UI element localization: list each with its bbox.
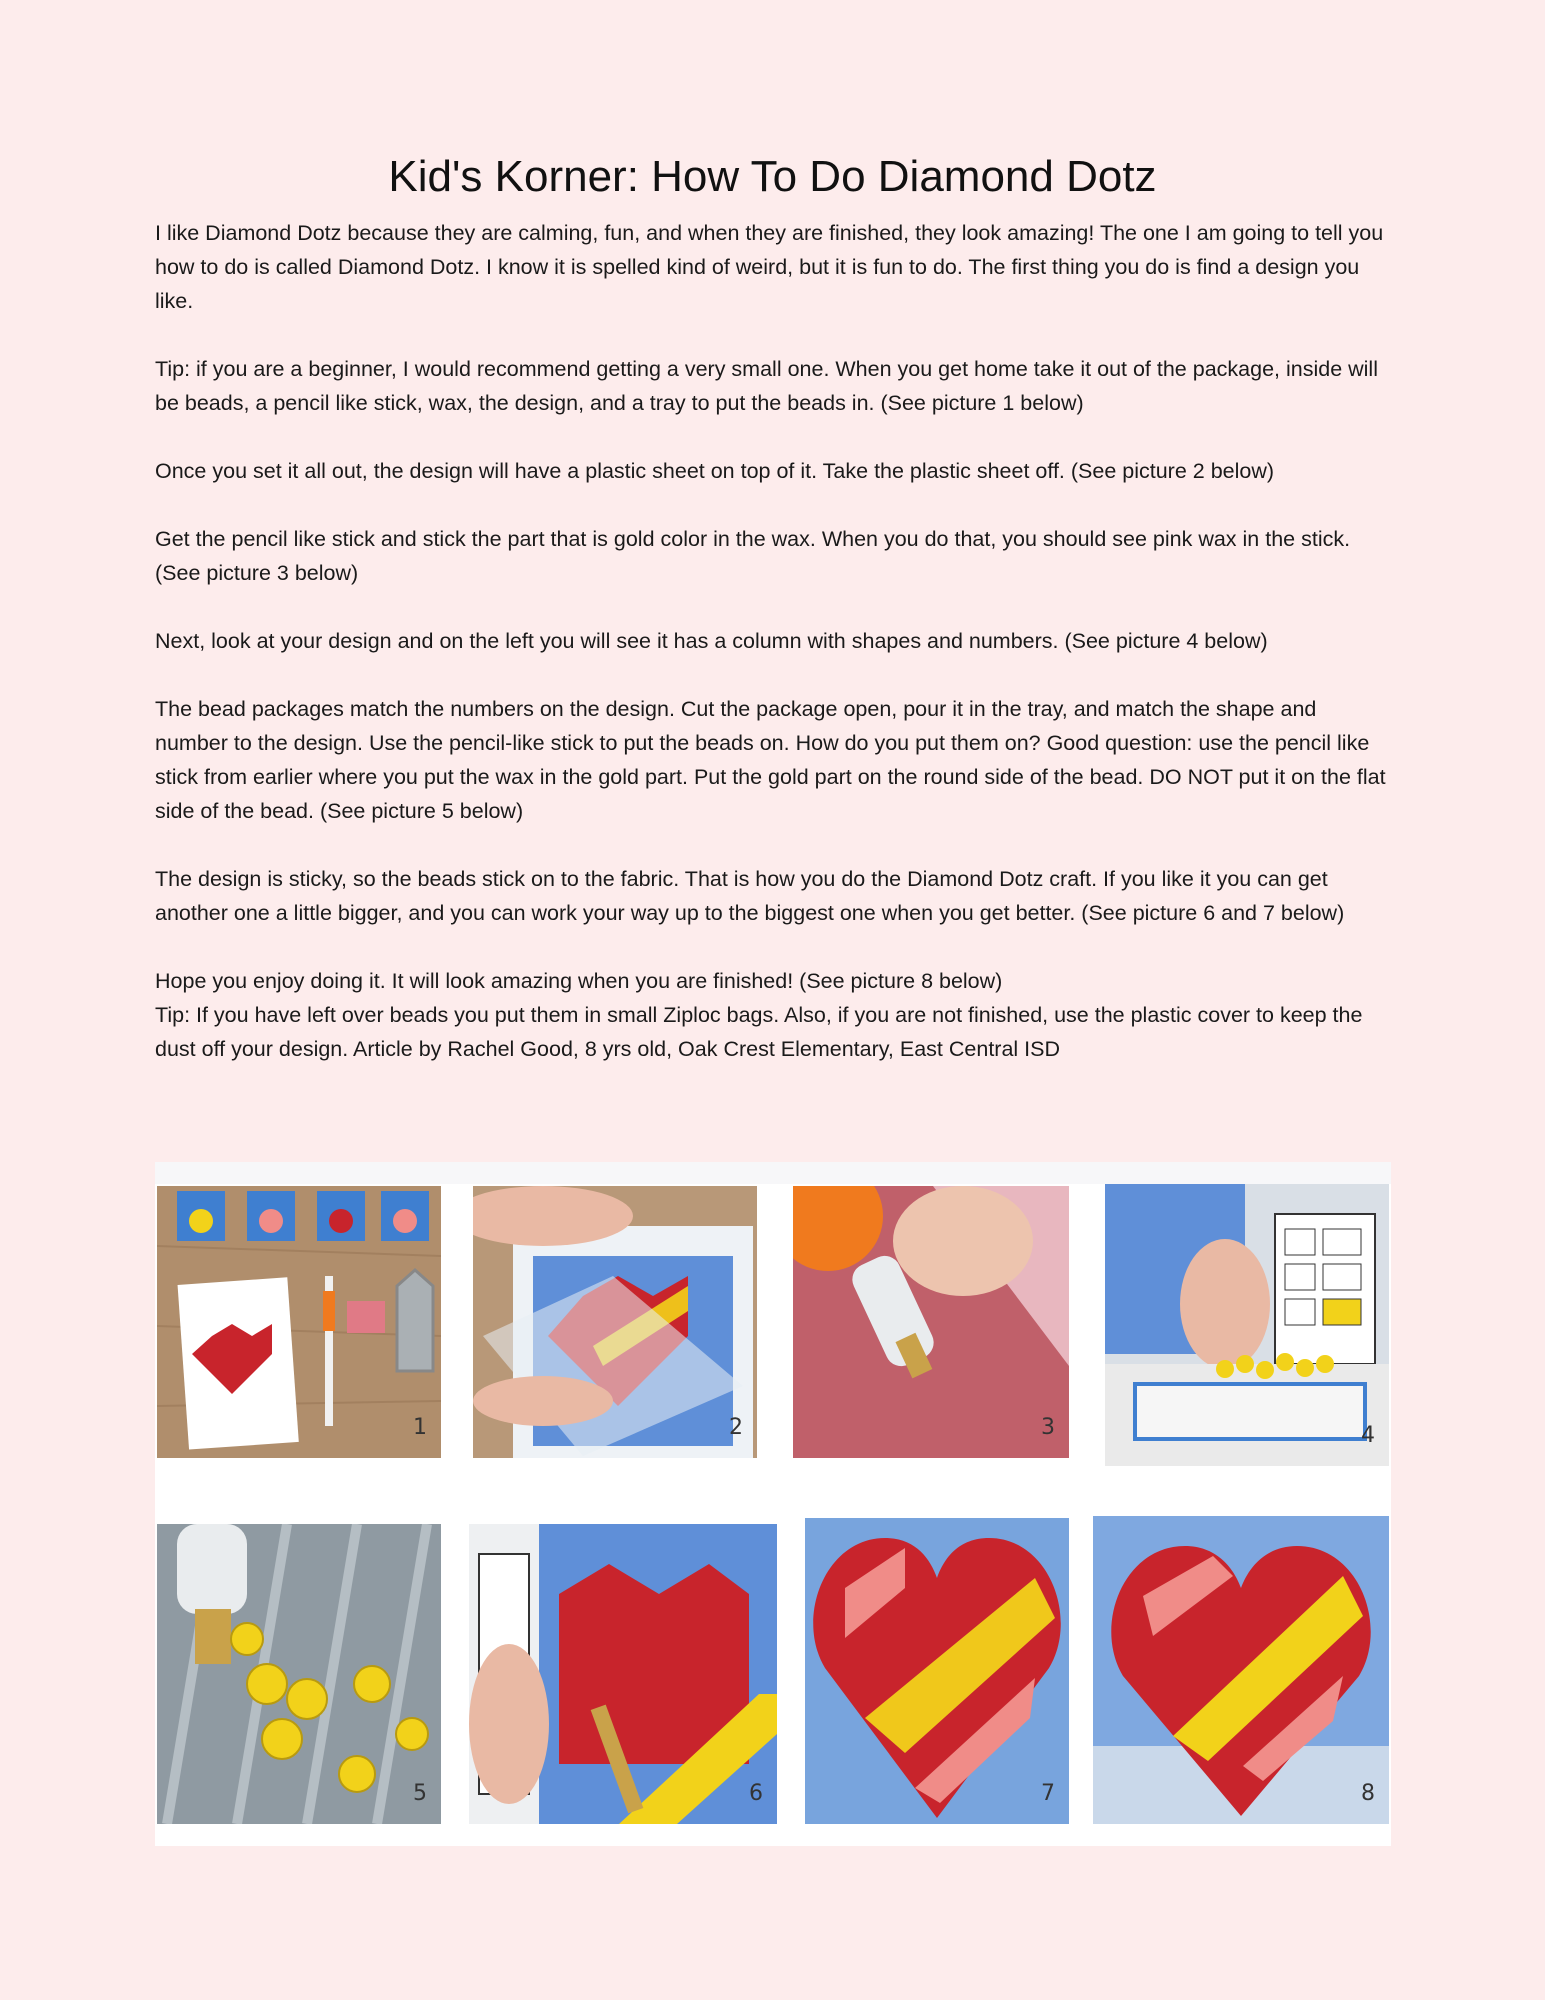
paragraph-sticky-design: The design is sticky, so the beads stick on to the fabric. That is how you do the Diamond Dotz craft. If you like it you can get another one a little bigger, and you can work your way up to the biggest one when you get better. (See picture 6 and 7 below) — [155, 867, 1345, 925]
paragraph-bead-packages: The bead packages match the numbers on the design. Cut the package open, pour it in the tray, and match the shape and number to the design. Use the pencil-like stick to put the beads on. How do you put them on? Good question: use the pencil like stick from earlier where you put the wax in the gold part. Put the gold part on the round side of the bead. DO NOT put it on the flat side of the bead. (See picture 5 below) — [155, 697, 1386, 823]
photo-4-image — [1105, 1184, 1389, 1466]
paragraph-enjoy: Hope you enjoy doing it. It will look amazing when you are finished! (See picture 8 below) — [155, 969, 1003, 993]
photo-7-image — [805, 1518, 1069, 1824]
paragraph-legend-column: Next, look at your design and on the left you will see it has a column with shapes and numbers. (See picture 4 below) — [155, 629, 1268, 653]
paragraph-intro: I like Diamond Dotz because they are calming, fun, and when they are finished, they look amazing! The one I am going to tell you how to do is called Diamond Dotz. I know it is spelled kind of weird, but it is fun to do. The first thing you do is find a design you like. — [155, 221, 1384, 313]
photo-8 — [1093, 1516, 1389, 1824]
photo-1-number: 1 — [413, 1415, 427, 1440]
photo-8-image — [1093, 1516, 1389, 1824]
photo-2-image — [473, 1186, 757, 1458]
photo-4 — [1105, 1184, 1389, 1466]
photo-gallery — [155, 1162, 1391, 1846]
gallery-top-bar — [155, 1162, 1391, 1184]
photo-3 — [793, 1186, 1069, 1458]
photo-1 — [157, 1186, 441, 1458]
photo-1-image — [157, 1186, 441, 1458]
photo-5-number: 5 — [413, 1781, 427, 1806]
paragraph-wax: Get the pencil like stick and stick the part that is gold color in the wax. When you do that, you should see pink wax in the stick. (See picture 3 below) — [155, 527, 1351, 585]
paragraph-tip-beginner: Tip: if you are a beginner, I would recommend getting a very small one. When you get home take it out of the package, inside will be beads, a pencil like stick, wax, the design, and a tray to put the beads in. (See picture 1 below) — [155, 357, 1378, 415]
photo-8-number: 8 — [1361, 1781, 1375, 1806]
article-title: Kid's Korner: How To Do Diamond Dotz — [388, 152, 1157, 201]
photo-6 — [469, 1524, 777, 1824]
article-body — [155, 216, 1395, 1066]
photo-7-number: 7 — [1041, 1781, 1055, 1806]
photo-2 — [473, 1186, 757, 1458]
photo-5-image — [157, 1524, 441, 1824]
photo-3-image — [793, 1186, 1069, 1458]
paragraph-tip-leftover: Tip: If you have left over beads you put them in small Ziploc bags. Also, if you are not finished, use the plastic cover to keep the dust off your design. Article by Rachel Good, 8 yrs old, Oak Crest Elementary, East Central ISD — [155, 1003, 1363, 1061]
photo-2-number: 2 — [729, 1415, 743, 1440]
photo-3-number: 3 — [1041, 1415, 1055, 1440]
photo-5 — [157, 1524, 441, 1824]
photo-4-number: 4 — [1361, 1423, 1375, 1448]
photo-6-image — [469, 1524, 777, 1824]
paragraph-plastic-sheet: Once you set it all out, the design will have a plastic sheet on top of it. Take the plastic sheet off. (See picture 2 below) — [155, 459, 1275, 483]
photo-6-number: 6 — [749, 1781, 763, 1806]
photo-7 — [805, 1518, 1069, 1824]
